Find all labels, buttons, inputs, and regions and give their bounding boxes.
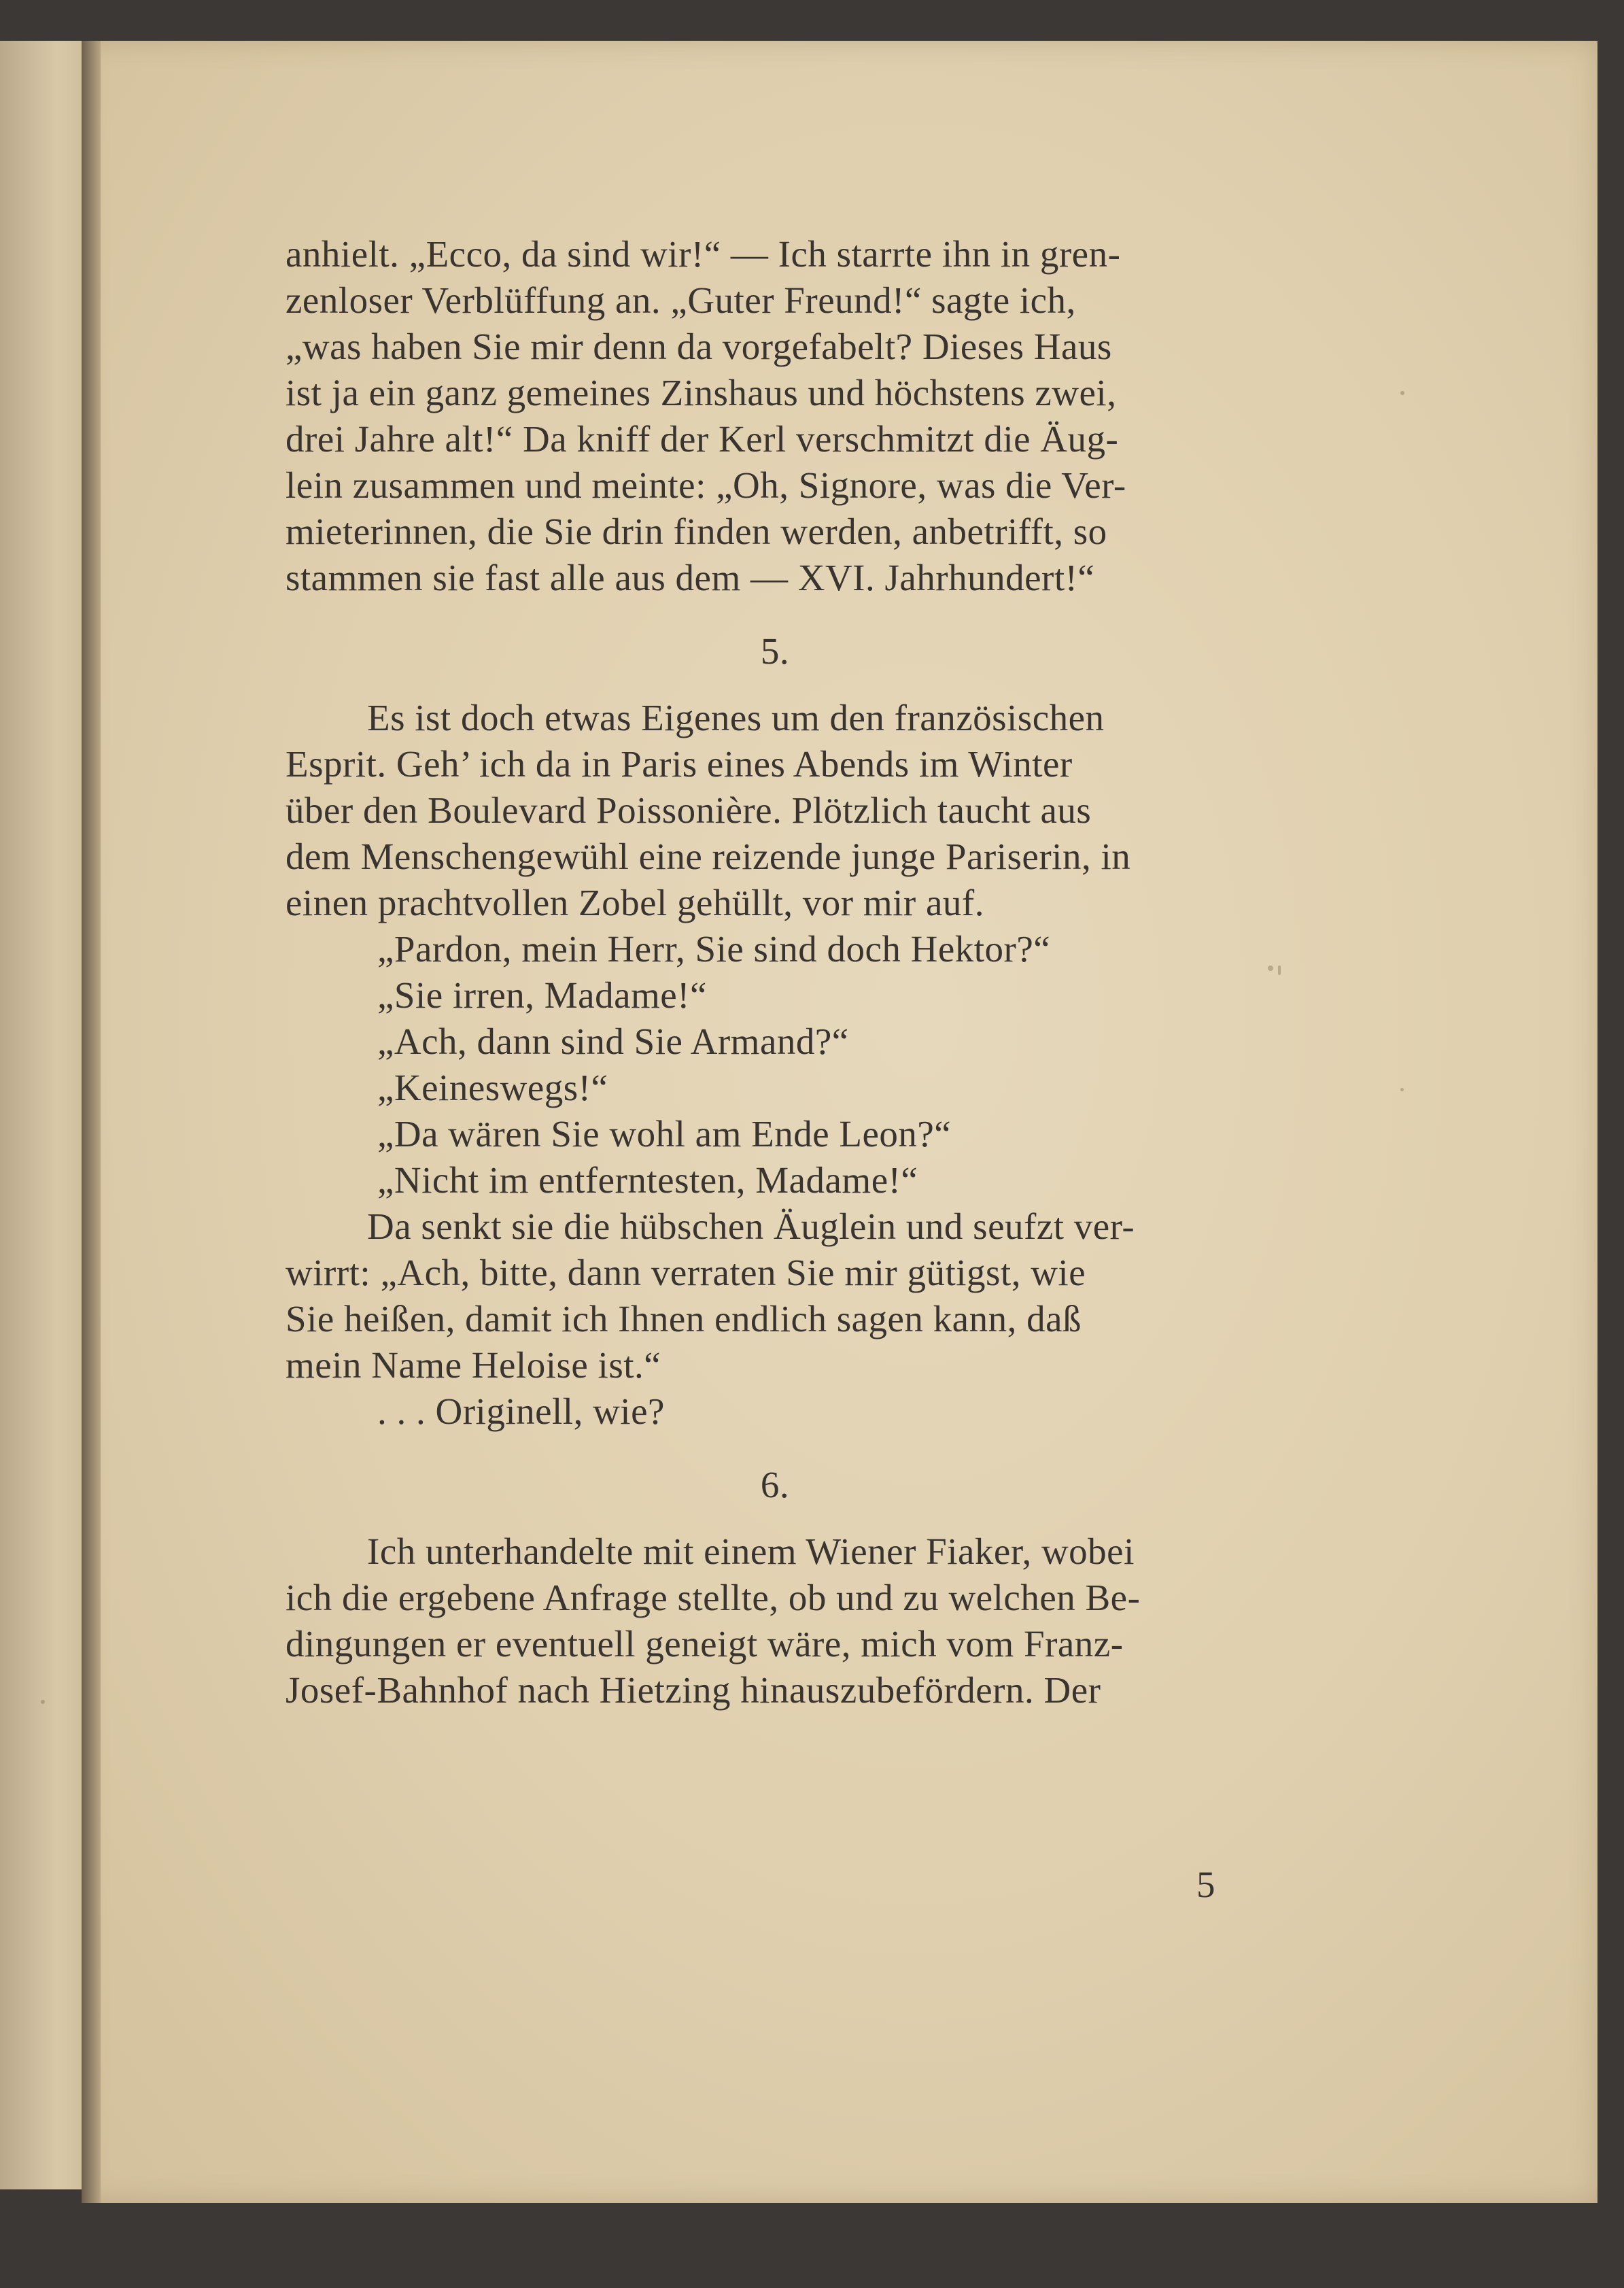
paper-speck xyxy=(41,1700,45,1704)
paragraph-block-4 xyxy=(286,1529,1264,1713)
body-text xyxy=(286,231,1264,1713)
text-line: mein Name Heloise ist.“ xyxy=(286,1344,661,1386)
section-heading-6: 6. xyxy=(760,1464,790,1505)
paper-speck xyxy=(1400,1088,1404,1091)
text-line: Es ist doch etwas Eigenes um den französischen xyxy=(367,697,1105,738)
previous-page-edge xyxy=(0,41,95,2189)
dialog-line: „Sie irren, Madame!“ xyxy=(377,974,707,1016)
paper-speck xyxy=(1278,966,1281,975)
paragraph-block-2 xyxy=(286,695,1264,926)
text-line: ist ja ein ganz gemeines Zinshaus und höchstens zwei, xyxy=(286,372,1117,413)
text-line: stammen sie fast alle aus dem — XVI. Jahrhundert!“ xyxy=(286,557,1095,598)
text-line: dingungen er eventuell geneigt wäre, mich vom Franz- xyxy=(286,1623,1124,1664)
page-number: 5 xyxy=(1196,1864,1215,1905)
dialog-line: „Keineswegs!“ xyxy=(377,1067,608,1108)
text-line: Da senkt sie die hübschen Äuglein und seufzt ver- xyxy=(367,1206,1135,1247)
text-line: über den Boulevard Poissonière. Plötzlich taucht aus xyxy=(286,789,1092,831)
text-line: mieterinnen, die Sie drin finden werden, anbetrifft, so xyxy=(286,511,1107,552)
text-line: einen prachtvollen Zobel gehüllt, vor mir auf. xyxy=(286,882,984,923)
text-line: Ich unterhandelte mit einem Wiener Fiaker, wobei xyxy=(367,1531,1135,1572)
text-line: anhielt. „Ecco, da sind wir!“ — Ich starrte ihn in gren- xyxy=(286,233,1121,275)
text-line: „was haben Sie mir denn da vorgefabelt? Dieses Haus xyxy=(286,326,1112,367)
text-line: Josef-Bahnhof nach Hietzing hinauszubefördern. Der xyxy=(286,1669,1101,1711)
paragraph-block-1 xyxy=(286,231,1264,601)
text-line: wirrt: „Ach, bitte, dann verraten Sie mir gütigst, wie xyxy=(286,1252,1086,1293)
paragraph-block-3 xyxy=(286,1203,1264,1388)
text-line: Esprit. Geh’ ich da in Paris eines Abends im Winter xyxy=(286,743,1073,785)
dialog-line: „Ach, dann sind Sie Armand?“ xyxy=(377,1021,849,1062)
text-line: Sie heißen, damit ich Ihnen endlich sagen kann, daß xyxy=(286,1298,1082,1339)
book-gutter xyxy=(82,41,101,2203)
dialog-line: „Nicht im entferntesten, Madame!“ xyxy=(377,1159,918,1201)
text-line: lein zusammen und meinte: „Oh, Signore, was die Ver- xyxy=(286,464,1126,506)
paper-speck xyxy=(1400,391,1404,395)
dialog-block xyxy=(286,926,1264,1203)
dialog-line: „Da wären Sie wohl am Ende Leon?“ xyxy=(377,1113,952,1155)
text-line: drei Jahre alt!“ Da kniff der Kerl verschmitzt die Äug- xyxy=(286,418,1119,460)
section-heading-5: 5. xyxy=(760,630,790,672)
text-line: zenloser Verblüffung an. „Guter Freund!“ sagte ich, xyxy=(286,279,1076,321)
text-line: dem Menschengewühl eine reizende junge Pariserin, in xyxy=(286,836,1131,877)
dialog-line: „Pardon, mein Herr, Sie sind doch Hektor?“ xyxy=(377,928,1051,970)
closing-line: . . . Originell, wie? xyxy=(377,1390,665,1432)
paper-speck xyxy=(1268,966,1273,971)
text-line: ich die ergebene Anfrage stellte, ob und zu welchen Be- xyxy=(286,1577,1141,1618)
